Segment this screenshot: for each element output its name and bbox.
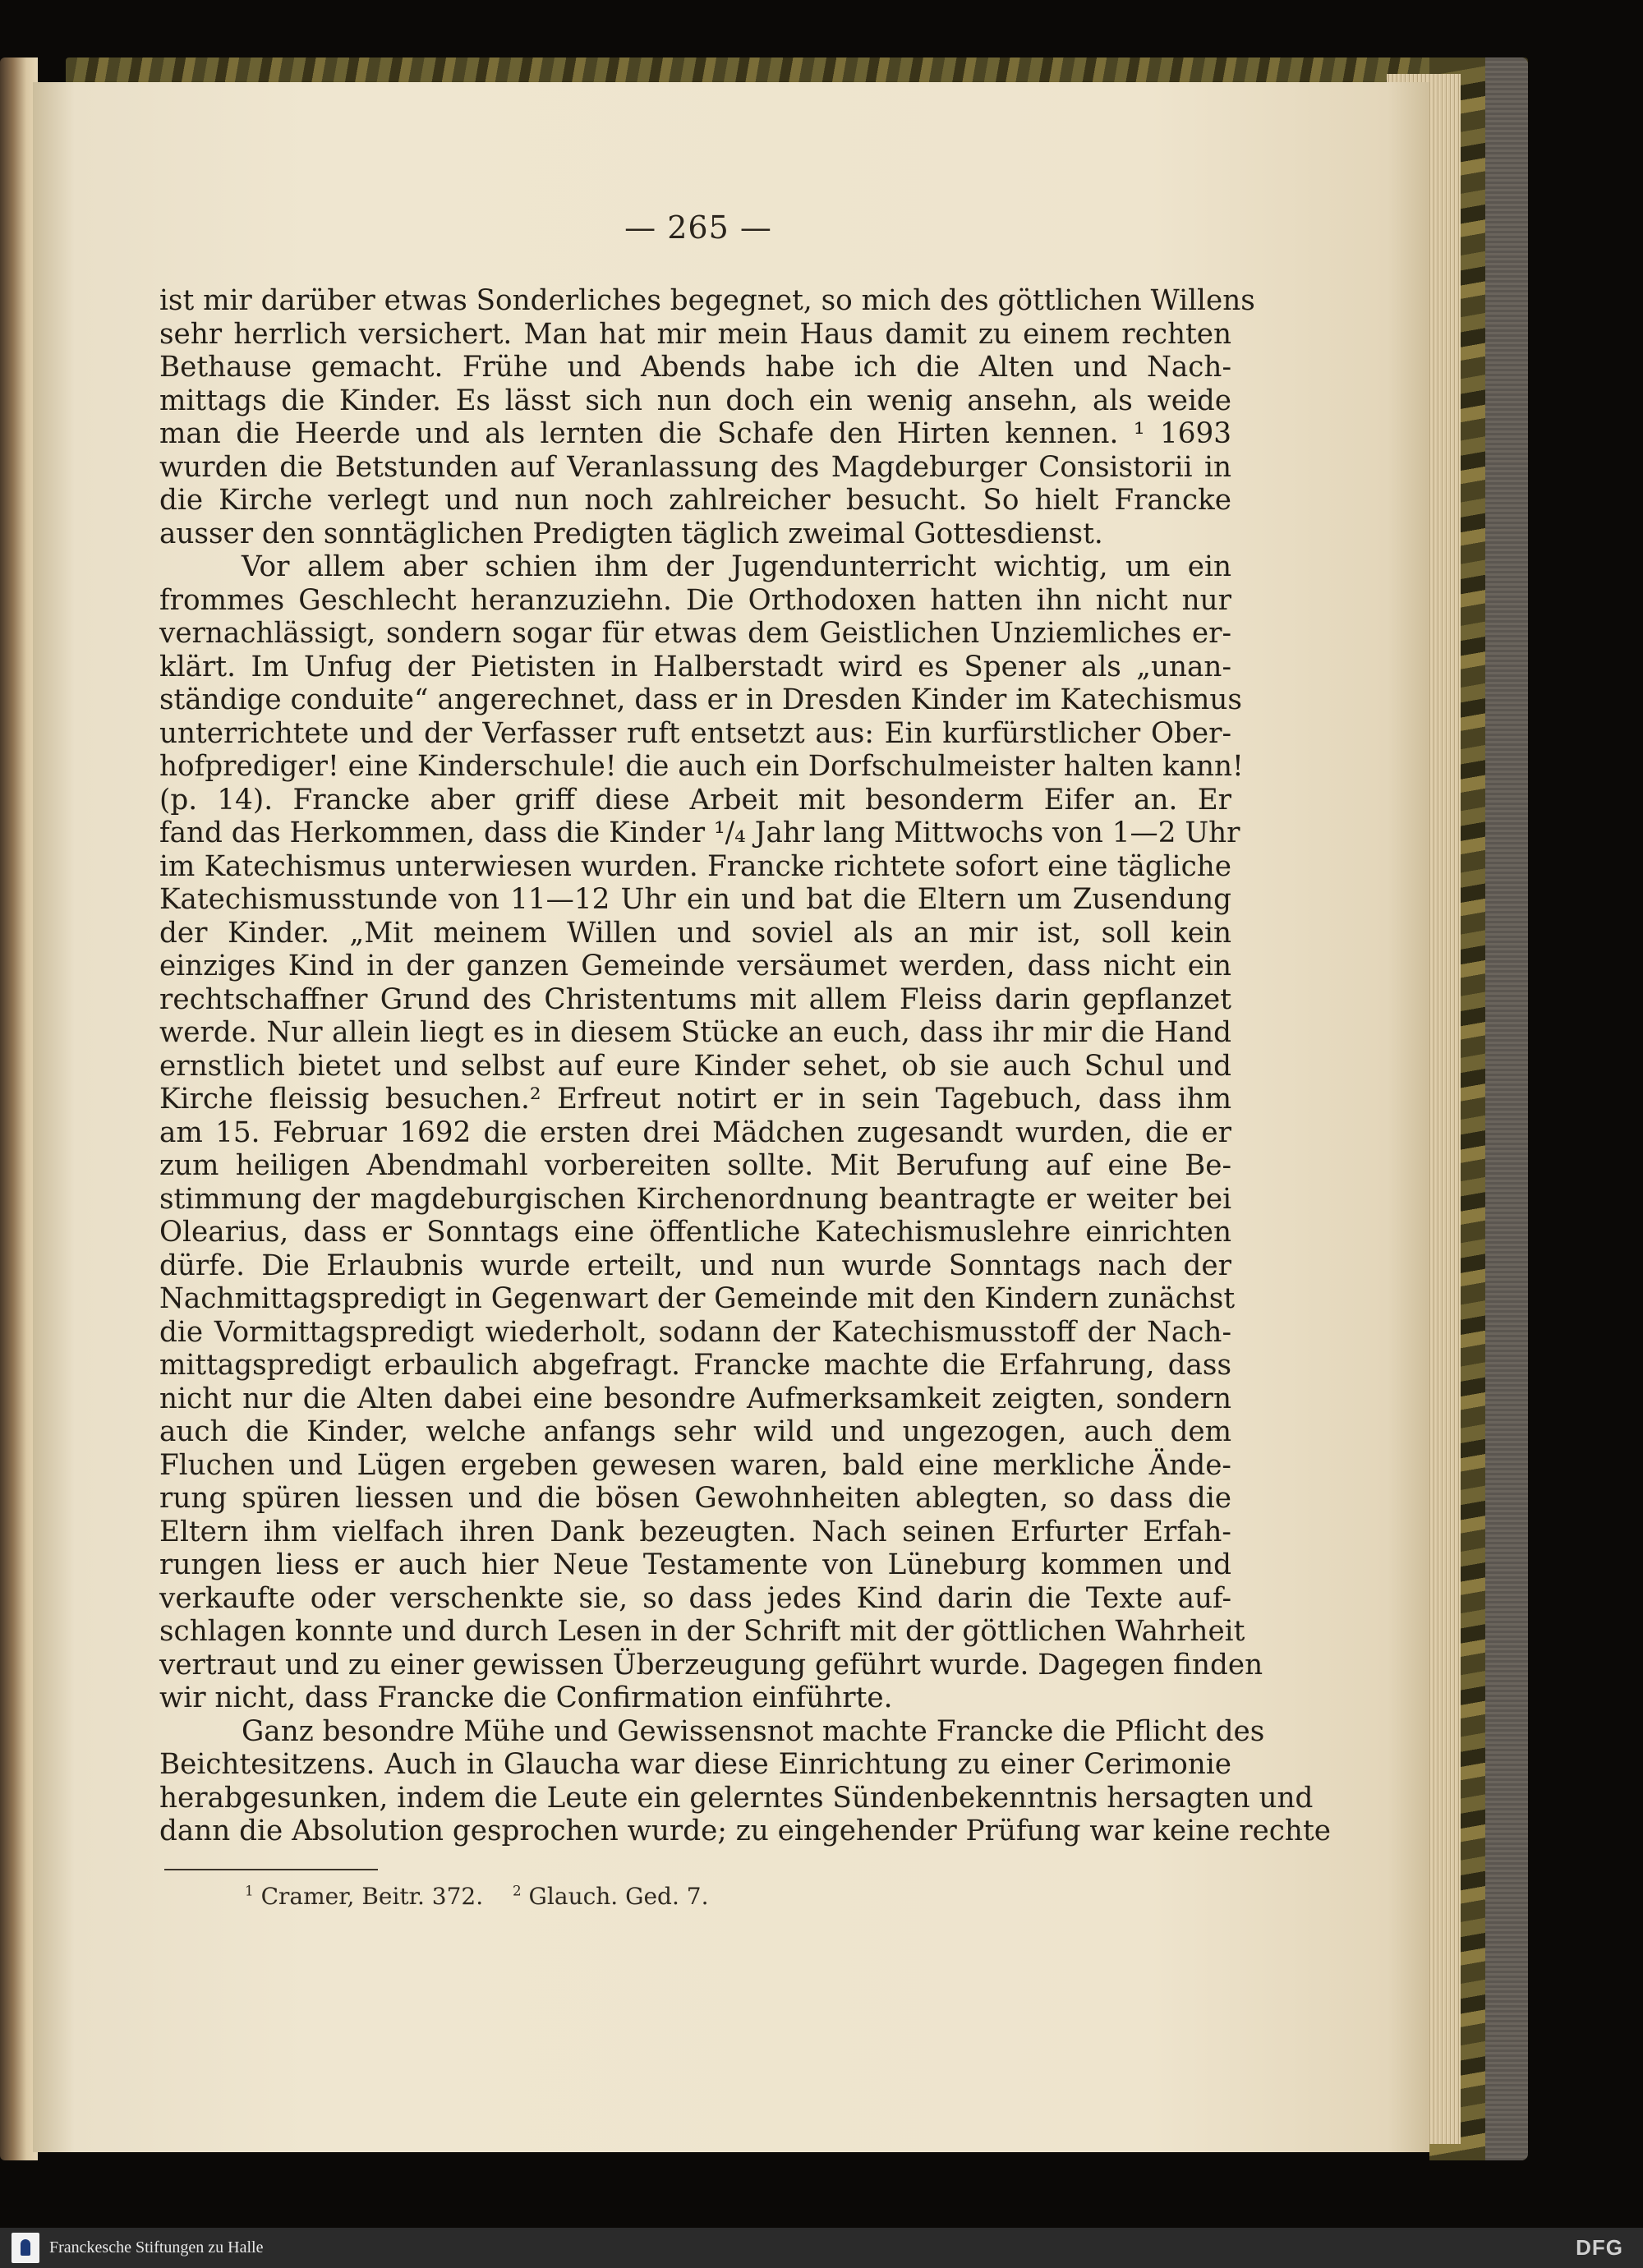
- text-line: wir nicht, dass Francke die Confirmation einführte.: [159, 1681, 893, 1714]
- institution-label[interactable]: Franckesche Stiftungen zu Halle: [49, 2238, 264, 2256]
- viewer-footer: [0, 2228, 1643, 2268]
- footnote-rule: [164, 1869, 378, 1870]
- page-body-text: [159, 284, 1331, 1848]
- text-line: Nachmittagspredigt in Gegenwart der Gemeinde mit den Kindern zunächst: [159, 1282, 1236, 1315]
- text-line: ernstlich bietet und selbst auf eure Kinder sehet, ob sie auch Schul und: [159, 1049, 1231, 1083]
- text-line: rechtschaffner Grund des Christentums mit allem Fleiss darin gepflanzet: [159, 982, 1231, 1016]
- text-line: Fluchen und Lügen ergeben gewesen waren, bald eine merkliche Ände-: [159, 1448, 1231, 1482]
- francke-foundation-logo-icon[interactable]: [12, 2233, 39, 2263]
- text-line: unterrichtete und der Verfasser ruft entsetzt aus: Ein kurfürstlicher Ober-: [159, 716, 1231, 750]
- text-line: sehr herrlich versichert. Man hat mir mein Haus damit zu einem rechten: [159, 317, 1231, 351]
- text-line: am 15. Februar 1692 die ersten drei Mädchen zugesandt wurden, die er: [159, 1116, 1231, 1149]
- text-line: klärt. Im Unfug der Pietisten in Halberstadt wird es Spener als „unan-: [159, 650, 1231, 683]
- text-line: dürfe. Die Erlaubnis wurde erteilt, und nun wurde Sonntags nach der: [159, 1249, 1231, 1282]
- footnote-text: Glauch. Ged. 7.: [528, 1883, 709, 1910]
- text-line: (p. 14). Francke aber griff diese Arbeit mit besonderm Eifer an. Er: [159, 783, 1231, 817]
- dfg-logo[interactable]: DFG: [1576, 2235, 1623, 2260]
- text-line: fand das Herkommen, dass die Kinder ¹/₄ Jahr lang Mittwochs von 1—2 Uhr: [159, 817, 1240, 849]
- text-line: Vor allem aber schien ihm der Jugendunterricht wichtig, um ein: [242, 550, 1231, 583]
- text-line: mittagspredigt erbaulich abgefragt. Francke machte die Erfahrung, dass: [159, 1349, 1231, 1382]
- text-line: Ganz besondre Mühe und Gewissensnot machte Francke die Pflicht des: [242, 1714, 1265, 1748]
- footnote-text: Cramer, Beitr. 372.: [260, 1883, 484, 1910]
- footnote-mark: 1: [245, 1882, 254, 1899]
- footnote-mark: 2: [512, 1882, 522, 1899]
- text-line: wurden die Betstunden auf Veranlassung des Magdeburger Consistorii in: [159, 450, 1231, 484]
- text-line: hofprediger! eine Kinderschule! die auch ein Dorfschulmeister halten kann!: [159, 750, 1244, 783]
- text-line: mittags die Kinder. Es lässt sich nun doch ein wenig ansehn, als weide: [159, 384, 1231, 417]
- text-line: Beichtesitzens. Auch in Glaucha war diese Einrichtung zu einer Cerimonie: [159, 1748, 1231, 1781]
- text-line: ausser den sonntäglichen Predigten täglich zweimal Gottesdienst.: [159, 517, 1103, 550]
- text-line: verkaufte oder verschenkte sie, so dass jedes Kind darin die Texte auf-: [159, 1581, 1231, 1615]
- text-line: vertraut und zu einer gewissen Überzeugung geführt wurde. Dagegen finden: [159, 1648, 1263, 1681]
- text-line: einziges Kind in der ganzen Gemeinde versäumet werden, dass nicht ein: [159, 950, 1231, 982]
- text-line: auch die Kinder, welche anfangs sehr wild und ungezogen, auch dem: [159, 1415, 1231, 1448]
- footnotes: [245, 1883, 709, 1910]
- text-line: Katechismusstunde von 11—12 Uhr ein und bat die Eltern um Zusendung: [159, 883, 1231, 916]
- text-line: zum heiligen Abendmahl vorbereiten sollte. Mit Berufung auf eine Be-: [159, 1149, 1231, 1182]
- text-line: rung spüren liessen und die bösen Gewohnheiten ablegten, so dass die: [159, 1482, 1231, 1515]
- text-line: die Vormittagspredigt wiederholt, sodann der Katechismusstoff der Nach-: [159, 1315, 1231, 1349]
- text-line: herabgesunken, indem die Leute ein gelerntes Sündenbekenntnis hersagten und: [159, 1781, 1314, 1815]
- page-number: — 265 —: [624, 209, 772, 246]
- text-line: Bethause gemacht. Frühe und Abends habe ich die Alten und Nach-: [159, 351, 1231, 384]
- text-line: frommes Geschlecht heranzuziehn. Die Orthodoxen hatten ihn nicht nur: [159, 583, 1231, 617]
- text-line: vernachlässigt, sondern sogar für etwas dem Geistlichen Unziemliches er-: [159, 617, 1231, 650]
- text-line: werde. Nur allein liegt es in diesem Stücke an euch, dass ihr mir die Hand: [159, 1016, 1231, 1049]
- text-line: nicht nur die Alten dabei eine besondre Aufmerksamkeit zeigten, sondern: [159, 1382, 1231, 1415]
- text-line: man die Heerde und als lernten die Schafe den Hirten kennen. ¹ 1693: [159, 417, 1231, 450]
- text-line: die Kirche verlegt und nun noch zahlreicher besucht. So hielt Francke: [159, 484, 1231, 517]
- text-line: Eltern ihm vielfach ihren Dank bezeugten. Nach seinen Erfurter Erfah-: [159, 1515, 1231, 1548]
- text-line: Kirche fleissig besuchen.² Erfreut notirt er in sein Tagebuch, dass ihm: [159, 1083, 1231, 1116]
- text-line: im Katechismus unterwiesen wurden. Francke richtete sofort eine tägliche: [159, 849, 1231, 883]
- text-line: ist mir darüber etwas Sonderliches begegnet, so mich des göttlichen Willens: [159, 284, 1255, 317]
- text-line: stimmung der magdeburgischen Kirchenordnung beantragte er weiter bei: [159, 1182, 1231, 1216]
- text-line: schlagen konnte und durch Lesen in der Schrift mit der göttlichen Wahrheit: [159, 1615, 1245, 1648]
- text-line: ständige conduite“ angerechnet, dass er in Dresden Kinder im Katechismus: [159, 683, 1242, 716]
- text-line: rungen liess er auch hier Neue Testamente von Lüneburg kommen und: [159, 1548, 1231, 1581]
- book-cover-spine-cloth: [1485, 58, 1528, 2160]
- text-line: der Kinder. „Mit meinem Willen und soviel als an mir ist, soll kein: [159, 916, 1231, 950]
- text-line: Olearius, dass er Sonntags eine öffentliche Katechismuslehre einrichten: [159, 1216, 1231, 1249]
- text-line: dann die Absolution gesprochen wurde; zu eingehender Prüfung war keine rechte: [159, 1815, 1331, 1847]
